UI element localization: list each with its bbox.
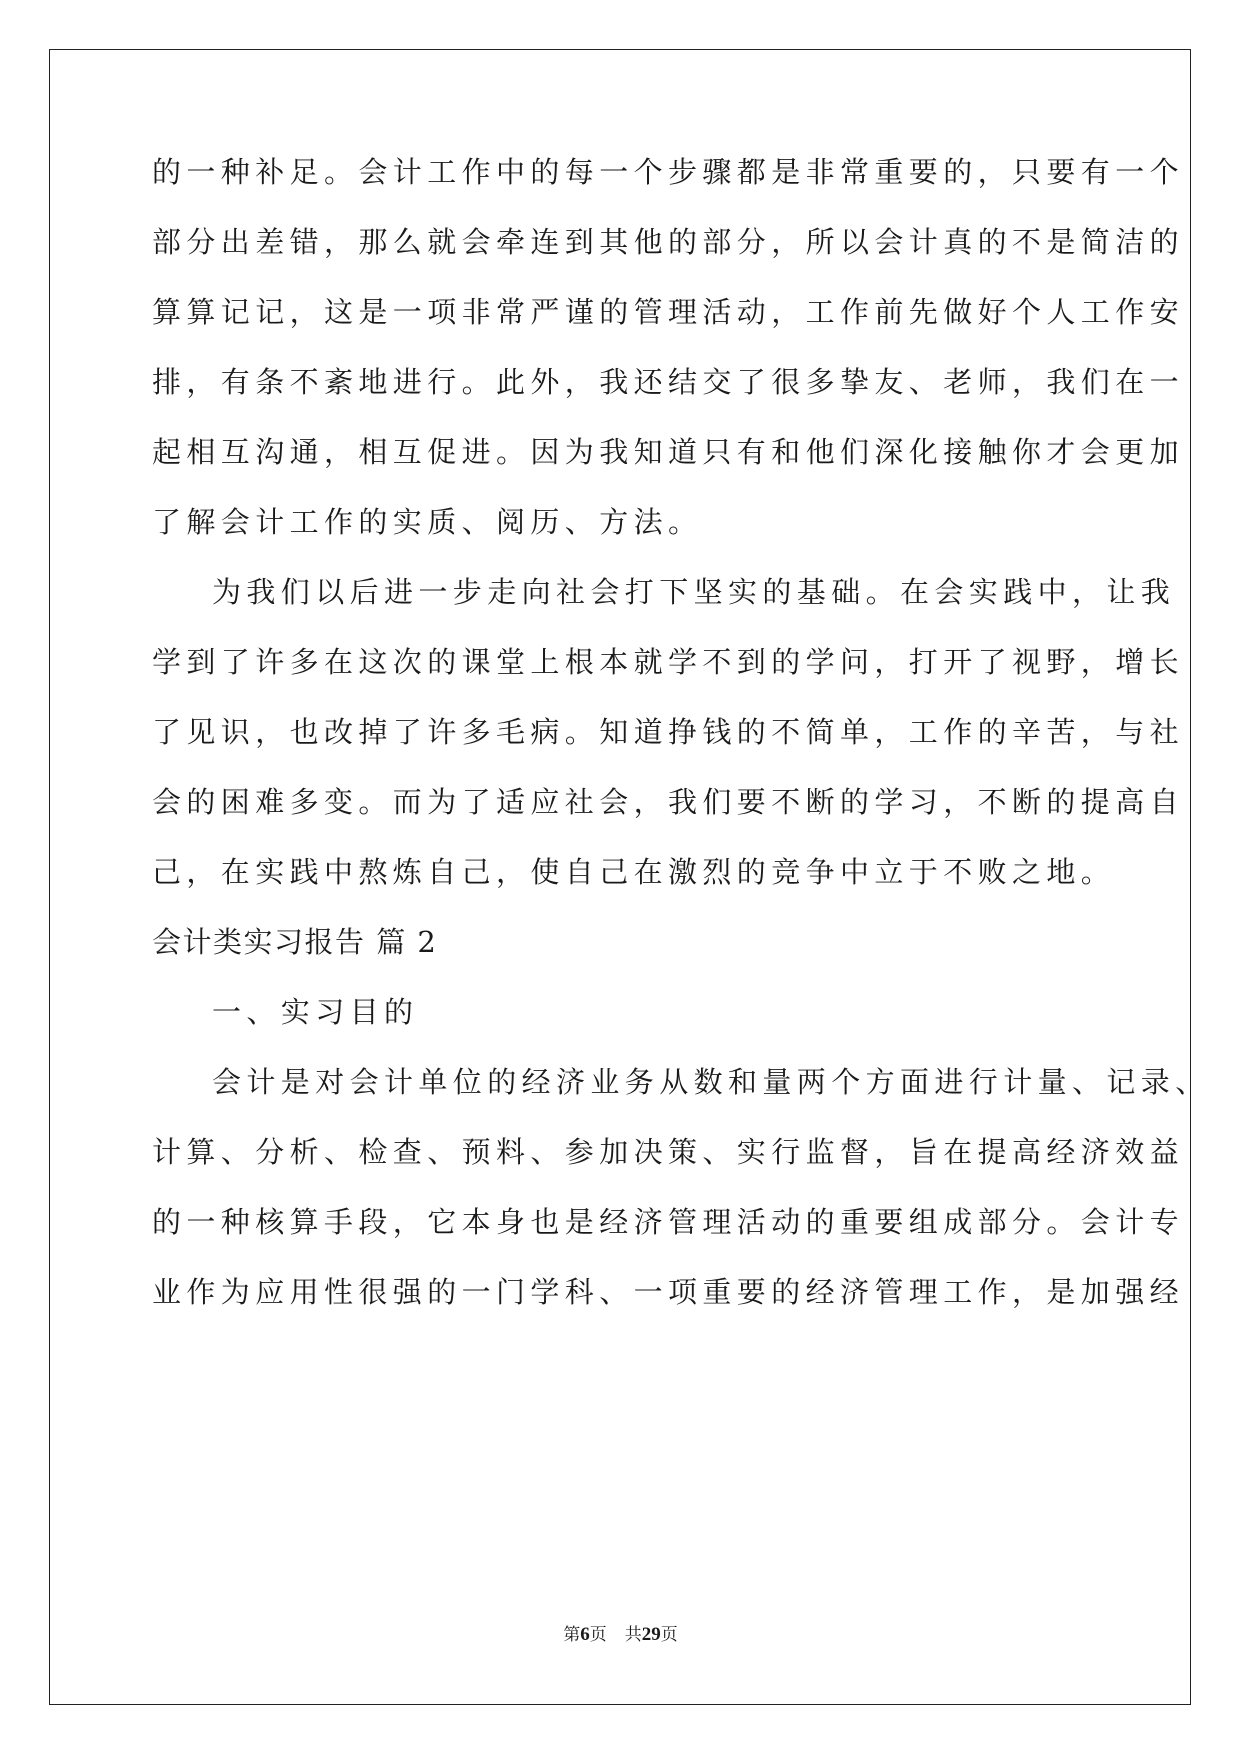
text-line: 排，有条不紊地进行。此外，我还结交了很多挚友、老师，我们在一: [152, 365, 1185, 399]
text-line: 的一种补足。会计工作中的每一个步骤都是非常重要的，只要有一个: [152, 155, 1185, 189]
section-heading: 会计类实习报告 篇 2: [152, 925, 438, 959]
page-number: 6: [580, 1624, 590, 1645]
text-line: 算算记记，这是一项非常严谨的管理活动，工作前先做好个人工作安: [152, 295, 1185, 329]
text-line: 己，在实践中熬炼自己，使自己在激烈的竞争中立于不败之地。: [152, 855, 1116, 889]
text-line: 部分出差错，那么就会牵连到其他的部分，所以会计真的不是简洁的: [152, 225, 1185, 259]
page-suffix: 页: [589, 1625, 607, 1645]
text-line: 起相互沟通，相互促进。因为我知道只有和他们深化接触你才会更加: [152, 435, 1185, 469]
text-line: 计算、分析、检查、预料、参加决策、实行监督，旨在提高经济效益: [152, 1135, 1185, 1169]
total-pages: 29: [641, 1624, 661, 1645]
text-line: 了解会计工作的实质、阅历、方法。: [152, 505, 703, 539]
text-line: 业作为应用性很强的一门学科、一项重要的经济管理工作，是加强经: [152, 1275, 1185, 1309]
text-line: 学到了许多在这次的课堂上根本就学不到的学问，打开了视野，增长: [152, 645, 1185, 679]
text-line: 了见识，也改掉了许多毛病。知道挣钱的不简单，工作的辛苦，与社: [152, 715, 1185, 749]
text-line: 的一种核算手段，它本身也是经济管理活动的重要组成部分。会计专: [152, 1205, 1185, 1239]
total-suffix: 页: [660, 1625, 678, 1645]
subsection-heading: 一、实习目的: [212, 995, 419, 1029]
text-line: 会的困难多变。而为了适应社会，我们要不断的学习，不断的提高自: [152, 785, 1185, 819]
page-footer: [0, 1624, 1241, 1646]
text-line: 为我们以后进一步走向社会打下坚实的基础。在会实践中，让我: [212, 575, 1176, 609]
page-prefix: 第: [563, 1625, 581, 1645]
total-prefix: 共: [624, 1625, 642, 1645]
text-line: 会计是对会计单位的经济业务从数和量两个方面进行计量、记录、: [212, 1065, 1210, 1099]
